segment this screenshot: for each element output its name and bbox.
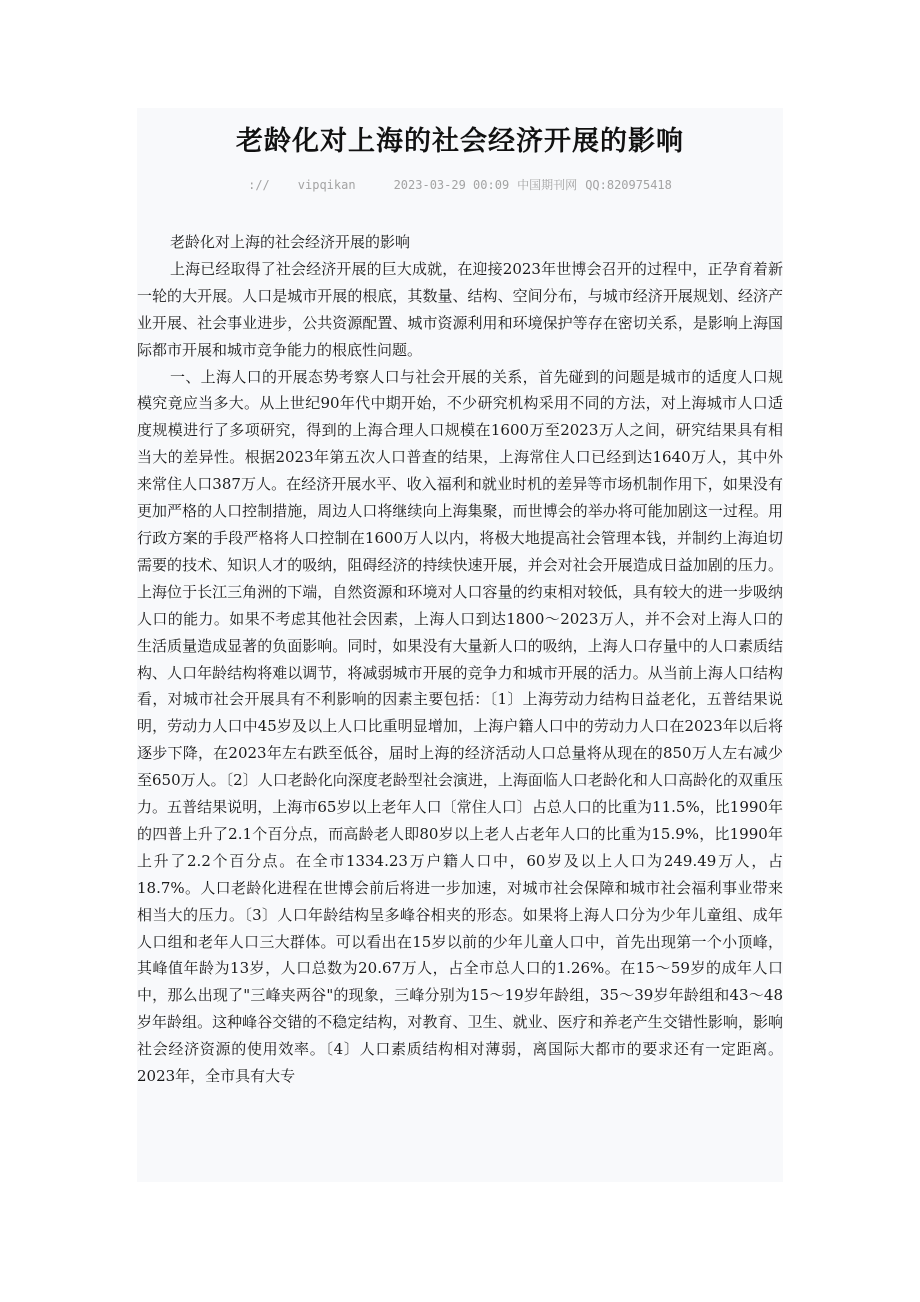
paragraph-subtitle: 老龄化对上海的社会经济开展的影响 — [170, 233, 411, 251]
paragraph-intro: 上海已经取得了社会经济开展的巨大成就，在迎接2023年世博会召开的过程中，正孕育着新一轮的大开展。人口是城市开展的根底，其数量、结构、空间分布，与城市经济开展规划、经济产业开展、社会事业进步，公共资源配置、城市资源利用和环境保护等存在密切关系，是影响上海国际都市开展和城市竞争能力的根底性问题。 — [137, 259, 783, 359]
article-title: 老龄化对上海的社会经济开展的影响 — [236, 126, 684, 157]
article-panel — [137, 108, 783, 1182]
paragraph-section-one: 一、上海人口的开展态势考察人口与社会开展的关系，首先碰到的问题是城市的适度人口规模究竟应当多大。从上世纪90年代中期开始，不少研究机构采用不同的方法，对上海城市人口适度规模进行了多项研究，得到的上海合理人口规模在1600万至2023万人之间，研究结果具有相当大的差异性。根据2023年第五次人口普查的结果，上海常住人口已经到达1640万人，其中外来常住人口387万人。在经济开展水平、收入福利和就业时机的差异等市场机制作用下，如果没有更加严格的人口控制措施，周边人口将继续向上海集聚，而世博会的举办将可能加剧这一过程。用行政方案的手段严格将人口控制在1600万人以内，将极大地提高社会管理本钱，并制约上海迫切需要的技术、知识人才的吸纳，阻碍经济的持续快速开展，并会对社会开展造成日益加剧的压力。上海位于长江三角洲的下端，自然资源和环境对人口容量的约束相对较低，具有较大的进一步吸纳人口的能力。如果不考虑其他社会因素，上海人口到达1800～2023万人，并不会对上海人口的生活质量造成显著的负面影响。同时，如果没有大量新人口的吸纳，上海人口存量中的人口素质结构、人口年龄结构将难以调节，将减弱城市开展的竞争力和城市开展的活力。从当前上海人口结构看，对城市社会开展具有不利影响的因素主要包括：〔1〕上海劳动力结构日益老化，五普结果说明，劳动力人口中45岁及以上人口比重明显增加，上海户籍人口中的劳动力人口在2023年以后将逐步下降，在2023年左右跌至低谷，届时上海的经济活动人口总量将从现在的850万人左右减少至650万人。〔2〕人口老龄化向深度老龄型社会演进，上海面临人口老龄化和人口高龄化的双重压力。五普结果说明，上海市65岁以上老年人口〔常住人口〕占总人口的比重为11.5%，比1990年的四普上升了2.1个百分点，而高龄老人即80岁以上老人占老年人口的比重为15.9%，比1990年上升了2.2个百分点。在全市1334.23万户籍人口中，60岁及以上人口为249.49万人，占18.7%。人口老龄化进程在世博会前后将进一步加速，对城市社会保障和城市社会福利事业带来相当大的压力。〔3〕人口年龄结构呈多峰谷相夹的形态。如果将上海人口分为少年儿童组、成年人口组和老年人口三大群体。可以看出在15岁以前的少年儿童人口中，首先出现第一个小顶峰，其峰值年龄为13岁，人口总数为20.67万人，占全市总人口的1.26%。在15～59岁的成年人口中，那么出现了"三峰夹两谷"的现象，三峰分别为15～19岁年龄组，35～39岁年龄组和43～48岁年龄组。这种峰谷交错的不稳定结构，对教育、卫生、就业、医疗和养老产生交错性影响，影响社会经济资源的使用效率。〔4〕人口素质结构相对薄弱，离国际大都市的要求还有一定距离。2023年，全市具有大专 — [137, 367, 783, 1086]
article-meta — [137, 176, 783, 193]
meta-source-user[interactable]: vipqikan — [297, 178, 356, 192]
article-body — [137, 229, 783, 1090]
meta-site[interactable]: 中国期刊网 — [517, 178, 578, 192]
meta-datetime: 2023-03-29 00:09 — [393, 178, 510, 192]
meta-protocol: :// — [248, 178, 270, 192]
meta-qq: QQ:820975418 — [585, 178, 672, 192]
